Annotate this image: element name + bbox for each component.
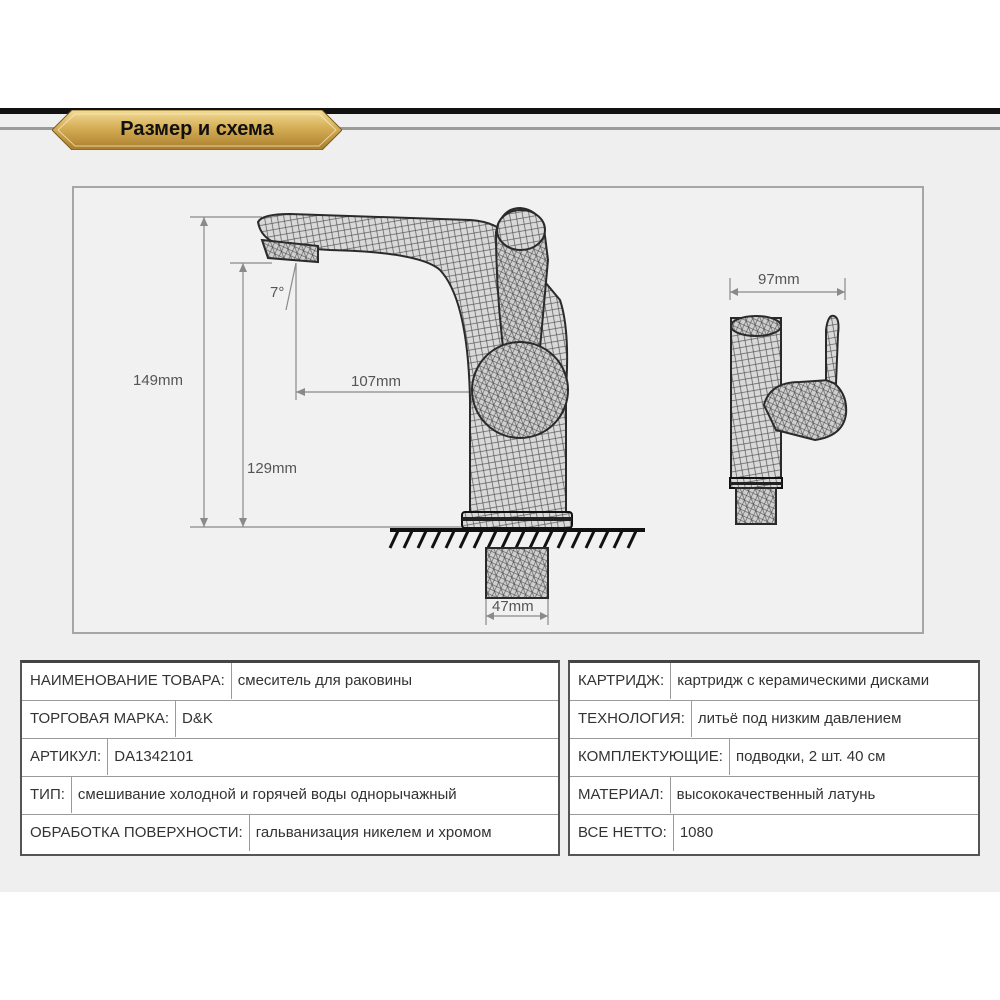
spec-row (570, 663, 978, 701)
spec-table-right (568, 660, 980, 856)
spec-label: ОБРАБОТКА ПОВЕРХНОСТИ: (22, 815, 250, 851)
spec-row (22, 701, 558, 739)
dimension-spout-reach: 107mm (351, 373, 402, 390)
dimension-total-height: 149mm (133, 372, 184, 389)
section-title: Размер и схема (120, 118, 274, 140)
dimension-depth: 97mm (758, 271, 800, 288)
spec-value: литьё под низким давлением (697, 710, 902, 727)
spec-value: D&K (182, 710, 213, 727)
spec-value: 1080 (679, 824, 714, 841)
spec-row (22, 815, 558, 853)
spec-value: смеситель для раковины (237, 672, 413, 689)
spec-value: подводки, 2 шт. 40 см (735, 748, 886, 765)
spec-label: МАТЕРИАЛ: (570, 777, 671, 813)
spec-row (22, 739, 558, 777)
spec-label: ТИП: (22, 777, 72, 813)
dimension-spout-angle: 7° (270, 284, 285, 301)
spec-value: гальванизация никелем и хромом (255, 824, 492, 841)
spec-row (22, 777, 558, 815)
spec-value: высококачественный латунь (676, 786, 876, 803)
spec-value: DA1342101 (114, 748, 194, 765)
faucet-side-view (258, 208, 645, 598)
spec-label: ТЕХНОЛОГИЯ: (570, 701, 692, 737)
spec-label: АРТИКУЛ: (22, 739, 108, 775)
spec-value: картридж с керамическими дисками (677, 672, 930, 689)
spec-value: смешивание холодной и горячей воды однорычажный (77, 786, 457, 803)
faucet-front-view (730, 316, 846, 524)
spec-row (22, 663, 558, 701)
spec-row (570, 777, 978, 815)
spec-row (570, 815, 978, 853)
spec-label: ТОРГОВАЯ МАРКА: (22, 701, 176, 737)
spec-row (570, 739, 978, 777)
spec-label: КОМПЛЕКТУЮЩИЕ: (570, 739, 730, 775)
spec-label: КАРТРИДЖ: (570, 663, 671, 699)
spec-table-left (20, 660, 560, 856)
spec-row (570, 701, 978, 739)
spec-label: НАИМЕНОВАНИЕ ТОВАРА: (22, 663, 232, 699)
dimension-spout-height: 129mm (247, 460, 298, 477)
spec-label: ВСЕ НЕТТО: (570, 815, 674, 851)
dimension-base-diameter: 47mm (492, 598, 534, 615)
